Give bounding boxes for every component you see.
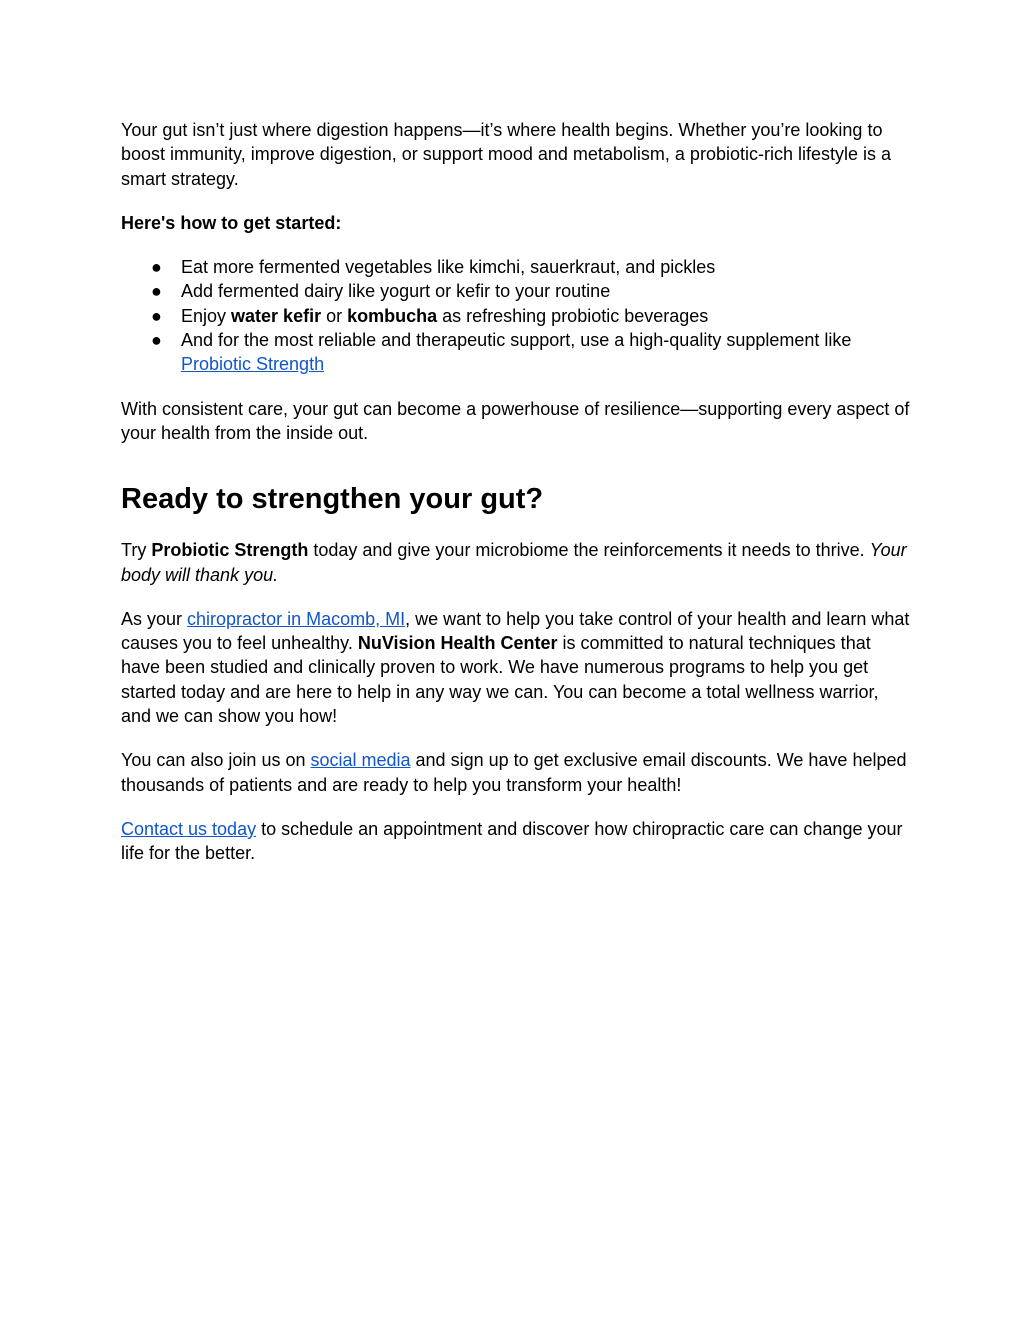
cta-heading: Ready to strengthen your gut? — [121, 483, 544, 516]
list-item-text: Add fermented dairy like yogurt or kefir to your routine — [181, 281, 611, 302]
cta-paragraph — [121, 538, 911, 587]
bullet-icon: ● — [151, 257, 162, 278]
chiropractor-text-post: is committed to natural techniques that have been studied and clinically proven to work. We have numerous programs to help you get started today and are here to help in any way we can. You can become a total wellness warrior, and we can show you how! — [121, 633, 879, 727]
list-item — [121, 304, 911, 328]
chiropractor-text-mid: , we want to help you take control of your health and learn what causes you to feel unhealthy. — [121, 608, 910, 654]
list-item-text-mid: or — [321, 305, 348, 326]
chiropractor-macomb-link[interactable]: chiropractor in Macomb, MI — [187, 608, 406, 629]
list-item-text-post: as refreshing probiotic beverages — [437, 305, 709, 326]
nuvision-emphasis: NuVision Health Center — [357, 633, 558, 654]
bullet-icon: ● — [151, 305, 162, 326]
list-item-text-pre: Enjoy — [181, 305, 232, 326]
cta-text-post: today and give your microbiome the reinforcements it needs to thrive. — [308, 540, 870, 561]
bullet-icon: ● — [151, 330, 162, 351]
intro-paragraph: Your gut isn’t just where digestion happens—it’s where health begins. Whether you’re looking to boost immunity, improve digestion, or support mood and metabolism, a probiotic-rich lifestyle is a smart strategy. — [121, 120, 892, 189]
social-text-post: and sign up to get exclusive email discounts. We have helped thousands of patients and are ready to help you transform your health! — [121, 750, 907, 795]
list-item-text: And for the most reliable and therapeutic support, use a high-quality supplement like — [181, 330, 852, 351]
list-item — [121, 255, 911, 279]
bullet-icon: ● — [151, 281, 162, 302]
probiotic-strength-emphasis: Probiotic Strength — [151, 540, 309, 561]
tips-list — [121, 255, 911, 376]
contact-paragraph — [121, 817, 911, 866]
consistent-care-paragraph: With consistent care, your gut can become a powerhouse of resilience—supporting every aspect of your health from the inside out. — [121, 398, 910, 443]
kombucha-emphasis: kombucha — [347, 305, 438, 326]
social-paragraph — [121, 748, 911, 797]
contact-text-post: to schedule an appointment and discover how chiropractic care can change your life for the better. — [121, 818, 903, 864]
document-page — [121, 118, 911, 886]
chiropractor-paragraph — [121, 607, 911, 728]
contact-us-link[interactable]: Contact us today — [121, 818, 257, 839]
probiotic-strength-link[interactable]: Probiotic Strength — [181, 354, 325, 375]
chiropractor-text-pre: As your — [121, 608, 188, 629]
social-media-link[interactable]: social media — [310, 750, 411, 771]
list-item-text: Eat more fermented vegetables like kimchi, sauerkraut, and pickles — [181, 257, 716, 278]
social-text-pre: You can also join us on — [121, 750, 311, 771]
cta-italic-text: Your body will thank you. — [121, 540, 907, 585]
list-item — [121, 279, 911, 303]
list-item — [121, 328, 911, 377]
getting-started-heading: Here's how to get started: — [121, 212, 342, 233]
cta-text-pre: Try — [121, 540, 152, 561]
water-kefir-emphasis: water kefir — [231, 305, 322, 326]
